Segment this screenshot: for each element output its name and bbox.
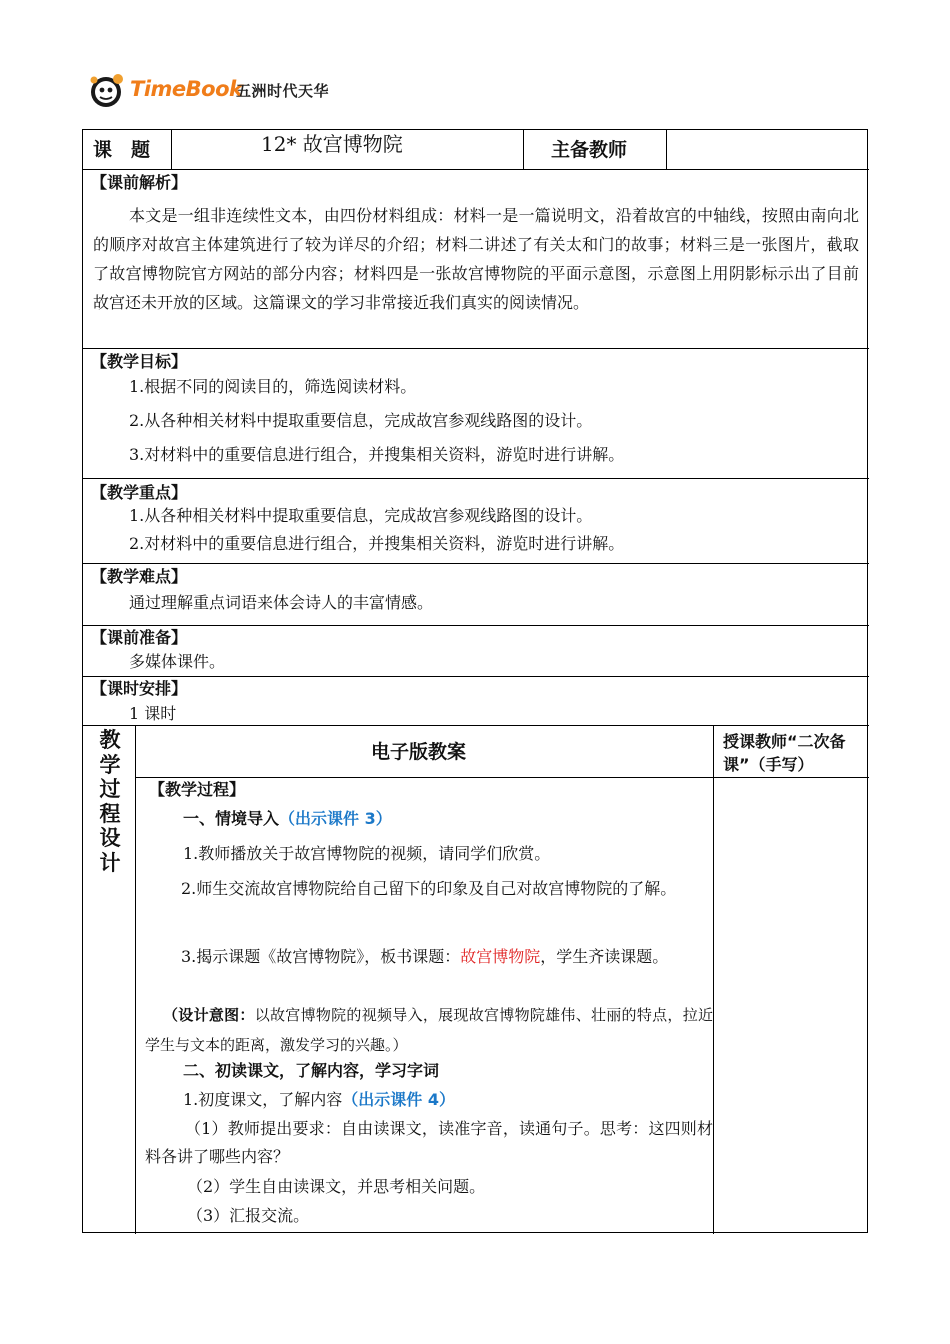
row-divider (135, 777, 869, 778)
item-3-prefix: 3.揭示课题《故宫博物院》，板书课题： (181, 947, 461, 966)
col-divider (523, 130, 524, 169)
timebook-mascot-icon (88, 70, 128, 110)
goal-item: 3.对材料中的重要信息进行组合，并搜集相关资料，游览时进行讲解。 (129, 445, 625, 464)
teacher-label: 主备教师 (551, 139, 628, 161)
brand-cn: 五洲时代天华 (236, 82, 330, 100)
section-2-item-1 (183, 1090, 455, 1110)
section-2-title: 二、初读课文，了解内容，学习字词 (183, 1061, 440, 1080)
section-1-courseware-ref: （出示课件 3） (279, 809, 392, 828)
schedule-text: 1 课时 (129, 704, 177, 723)
row-divider (83, 348, 869, 349)
process-heading: 【教学过程】 (149, 780, 246, 799)
analysis-text: 本文是一组非连续性文本，由四份材料组成：材料一是一篇说明文，沿着故宫的中轴线，按照由南向北的顺序对故宫主体建筑进行了较为详尽的介绍；材料二讲述了有关太和门的故事；材料三是一张图片，截取了故宫博物院官方网站的部分内容；材料四是一张故宫博物院的平面示意图，示意图上用阴影标示出了目前故宫还未开放的区域。这篇课文的学习非常接近我们真实的阅读情况。 (93, 206, 859, 312)
prep-heading: 【课前准备】 (91, 628, 188, 647)
section-1-item: 2.师生交流故宫博物院给自己留下的印象及自己对故宫博物院的了解。 (181, 879, 677, 898)
col-divider (135, 725, 136, 1234)
timebook-logo (88, 70, 348, 110)
brand-name: TimeBook (130, 77, 243, 101)
lesson-plan-table (82, 129, 868, 1233)
section-1-title: 一、情境导入 (183, 809, 280, 828)
goal-item: 1.根据不同的阅读目的，筛选阅读材料。 (129, 377, 417, 396)
topic-label: 课 题 (93, 139, 151, 161)
goal-item: 2.从各种相关材料中提取重要信息，完成故宫参观线路图的设计。 (129, 411, 593, 430)
row-divider (83, 563, 869, 564)
lesson-title: 12* 故宫博物院 (261, 132, 403, 156)
row-divider (83, 169, 869, 170)
col-divider (666, 130, 667, 169)
section-2-item: （3）汇报交流。 (187, 1206, 310, 1225)
section-2-item: （1）教师提出要求：自由读课文，读准字音，读通句子。思考：这四则材料各讲了哪些内容？ (145, 1119, 713, 1166)
keypoints-heading: 【教学重点】 (91, 483, 188, 502)
keypoint-item: 2.对材料中的重要信息进行组合，并搜集相关资料，游览时进行讲解。 (129, 534, 625, 553)
design-intent (145, 1000, 713, 1060)
design-intent-text: 以故宫博物院的视频导入，展现故宫博物院雄伟、壮丽的特点，拉近学生与文本的距离，激发学习的兴趣。） (145, 1006, 713, 1054)
difficulty-text: 通过理解重点词语来体会诗人的丰富情感。 (129, 593, 434, 612)
item-3-suffix: ，学生齐读课题。 (540, 947, 669, 966)
row-divider (83, 478, 869, 479)
design-intent-label: （设计意图： (163, 1006, 255, 1024)
keypoint-item: 1.从各种相关材料中提取重要信息，完成故宫参观线路图的设计。 (129, 506, 593, 525)
row-divider (83, 676, 869, 677)
analysis-heading: 【课前解析】 (91, 173, 188, 192)
section-1-item: 1.教师播放关于故宫博物院的视频，请同学们欣赏。 (183, 844, 551, 863)
process-side-label: 教学过程设计 (99, 728, 121, 875)
section-2-item: （2）学生自由读课文，并思考相关问题。 (187, 1177, 486, 1196)
schedule-heading: 【课时安排】 (91, 679, 188, 698)
process-col-side: 授课教师“二次备课”（手写） (723, 732, 846, 774)
row-divider (83, 725, 869, 726)
section-2-item-1-text: 1.初度课文，了解内容 (183, 1090, 343, 1109)
row-divider (83, 625, 869, 626)
col-divider (171, 130, 172, 169)
goals-heading: 【教学目标】 (91, 352, 188, 371)
section-1-item-3 (145, 942, 713, 972)
section-2-courseware-ref: （出示课件 4） (342, 1090, 455, 1109)
col-divider (713, 725, 714, 1234)
section-1-title-line (183, 809, 392, 829)
difficulty-heading: 【教学难点】 (91, 567, 188, 586)
process-col-main: 电子版教案 (371, 741, 467, 763)
board-title: 故宫博物院 (460, 947, 541, 966)
prep-text: 多媒体课件。 (129, 652, 226, 671)
